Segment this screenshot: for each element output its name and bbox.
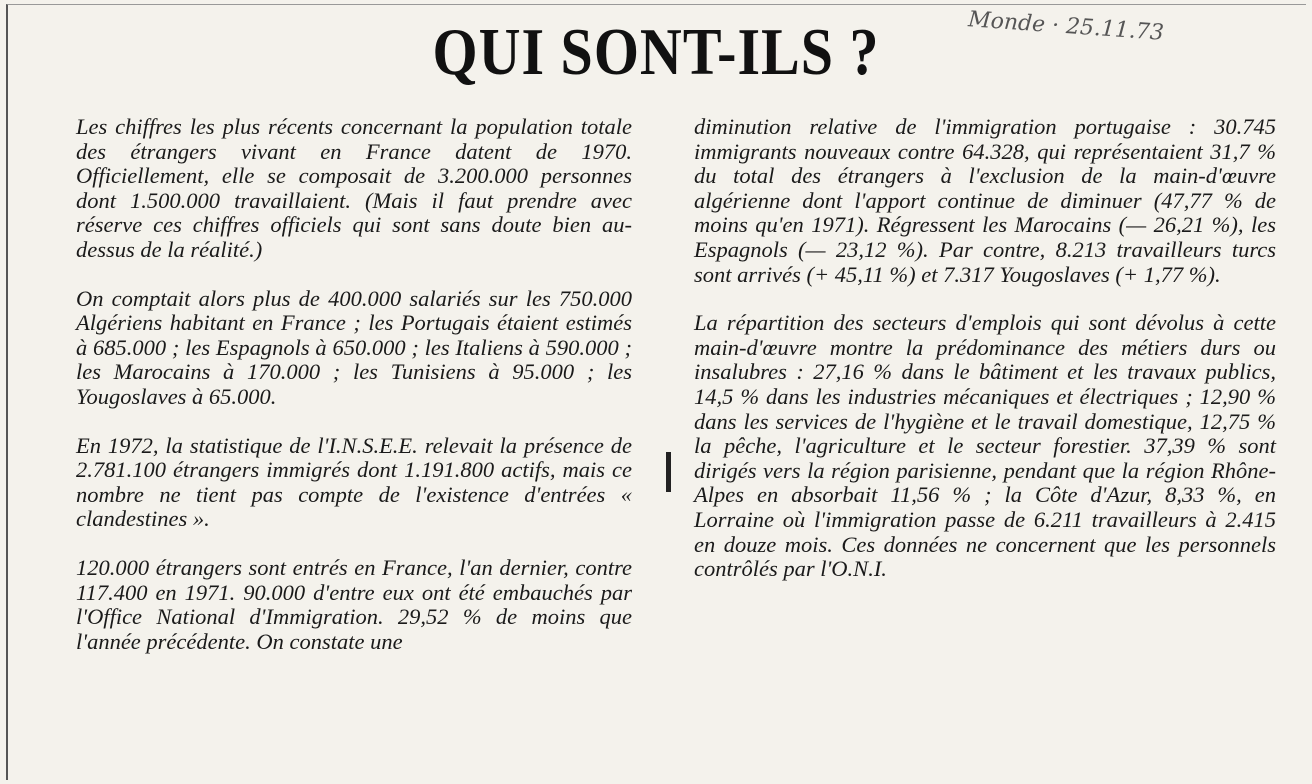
paragraph-4: 120.000 étrangers sont entrés en France, l'an dernier, contre 117.400 en 1971. 90.000 d'entre eux ont été embauchés par l'Office National d'Immigration. 29,52 % de moins que l'année précédente. On constate une [76,554,632,654]
paragraph-5: diminution relative de l'immigration portugaise : 30.745 immigrants nouveaux contre 64.328, qui représentaient 31,7 % du total des étrangers à l'exclusion de la main-d'œuvre algérienne dont l'apport continue de diminuer (47,77 % de moins qu'en 1971). Régressent les Marocains (— 26,21 %), les Espagnols (— 23,12 %). Par contre, 8.213 travailleurs turcs sont arrivés (+ 45,11 %) et 7.317 Yougoslaves (+ 1,77 %). [694,114,1276,287]
handwritten-note: Monde · 25.11.73 [967,7,1165,46]
paragraph-3: En 1972, la statistique de l'I.N.S.E.E. relevait la présence de 2.781.100 étrangers immigrés dont 1.191.800 actifs, mais ce nombre ne tient pas compte de l'existence d'entrées « clandestines ». [76,432,632,532]
headline: QUI SONT-ILS ? [432,14,880,89]
left-column [76,115,632,654]
ink-margin-mark [666,452,671,492]
paragraph-1: Les chiffres les plus récents concernant la population totale des étrangers vivant en France datent de 1970. Officiellement, elle se composait de 3.200.000 personnes dont 1.500.000 travaillaient. (Mais il faut prendre avec réserve ces chiffres officiels qui sont sans doute bien au-dessus de la réalité.) [76,114,632,262]
right-column [694,115,1276,582]
paragraph-6: La répartition des secteurs d'emplois qui sont dévolus à cette main-d'œuvre montre la prédominance des métiers durs ou insalubres : 27,16 % dans le bâtiment et les travaux publics, 14,5 % dans les industries mécaniques et électriques ; 12,90 % dans les services de l'hygiène et le travail domestique, 12,75 % la pêche, l'agriculture et le secteur forestier. 37,39 % sont dirigés vers la région parisienne, pendant que la région Rhône-Alpes en absorbait 11,56 % ; la Côte d'Azur, 8,33 %, en Lorraine où l'immigration passe de 6.211 travailleurs à 2.415 en douze mois. Ces données ne concernent que les personnels contrôlés par l'O.N.I. [694,310,1276,582]
paragraph-2: On comptait alors plus de 400.000 salariés sur les 750.000 Algériens habitant en France ; les Portugais étaient estimés à 685.000 ; les Espagnols à 650.000 ; les Italiens à 590.000 ; les Marocains à 170.000 ; les Tunisiens à 95.000 ; les Yougoslaves à 65.000. [76,285,632,409]
